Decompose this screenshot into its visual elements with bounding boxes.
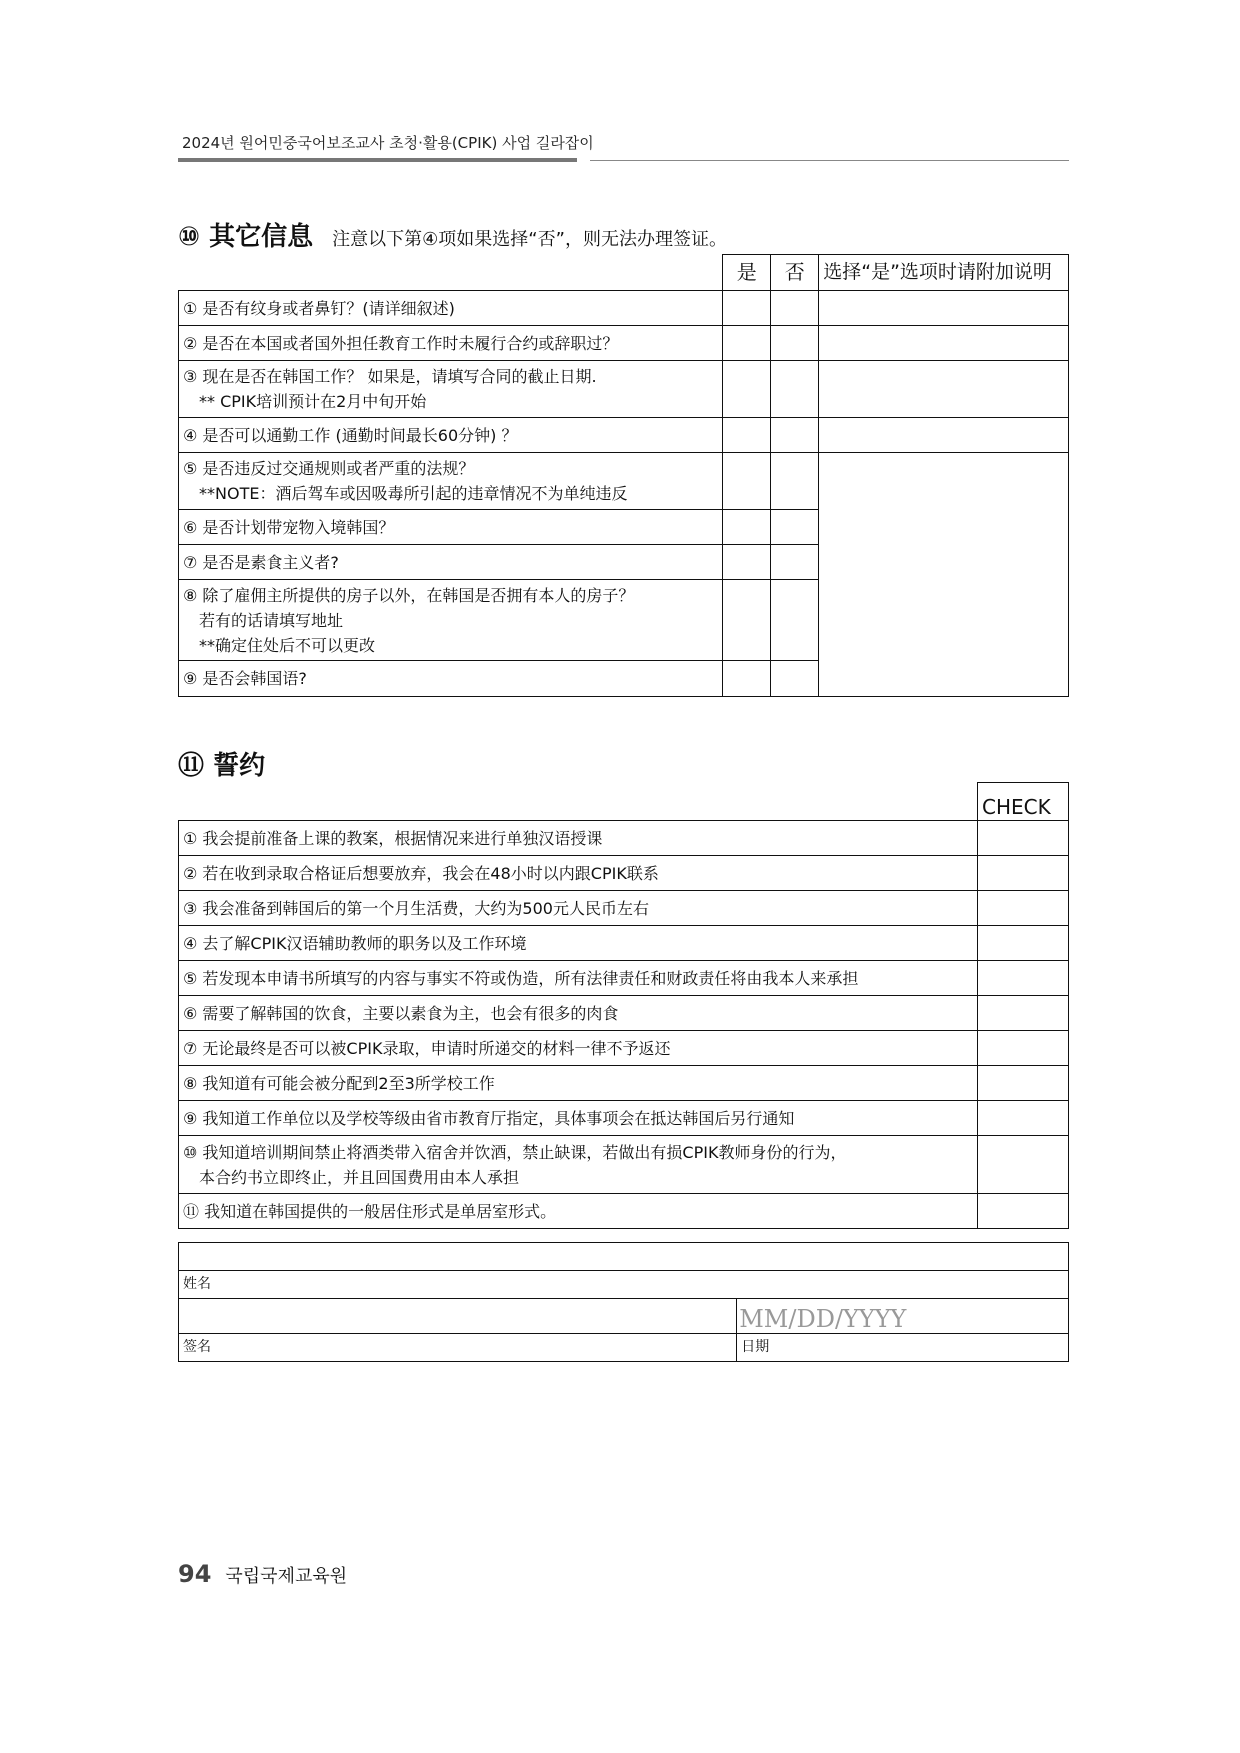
- signature-input[interactable]: [179, 1299, 737, 1334]
- pledge-check-box[interactable]: [978, 1066, 1069, 1101]
- question-cell: [179, 291, 723, 326]
- row-text-line: **确定住处后不可以更改: [199, 635, 376, 655]
- row-text-line: ⑥ 是否计划带宠物入境韩国？: [183, 517, 395, 537]
- section11-heading: [178, 745, 265, 782]
- row-text-line: 若有的话请填写地址: [199, 610, 344, 630]
- row-text-line: ③ 现在是否在韩国工作？ 如果是，请填写合同的截止日期.: [183, 367, 597, 386]
- pledge-text-cell: [179, 996, 978, 1031]
- row-text-line: ⑤ 若发现本申请书所填写的内容与事实不符或伪造，所有法律责任和财政责任将由我本人来承担: [183, 968, 859, 988]
- yes-checkbox[interactable]: [723, 453, 771, 510]
- row-text-line: ⑦ 是否是素食主义者?: [183, 552, 339, 572]
- running-header: 2024년 원어민중국어보조교사 초청·활용(CPIK) 사업 길라잡이: [182, 134, 594, 152]
- pledge-check-box[interactable]: [978, 1194, 1069, 1229]
- row-text-line: ② 若在收到录取合格证后想要放弃，我会在48小时以内跟CPIK联系: [183, 863, 659, 883]
- row-text-line: ** CPIK培训预计在2月中旬开始: [199, 392, 427, 411]
- pledge-row: [179, 891, 1069, 926]
- question-row: [179, 418, 1069, 453]
- row-text-line: **NOTE：酒后驾车或因吸毒所引起的违章情况不为单纯违反: [199, 484, 628, 503]
- pledge-text-cell: [179, 926, 978, 961]
- pledge-row: [179, 926, 1069, 961]
- pledge-check-box[interactable]: [978, 856, 1069, 891]
- yes-checkbox[interactable]: [723, 361, 771, 418]
- section10-note: 注意以下第④项如果选择“否”，则无法办理签证。: [332, 229, 727, 250]
- question-row: [179, 361, 1069, 418]
- pledge-row: [179, 1194, 1069, 1229]
- yes-checkbox[interactable]: [723, 418, 771, 453]
- pledge-check-box[interactable]: [978, 1101, 1069, 1136]
- row-text-line: ④ 去了解CPIK汉语辅助教师的职务以及工作环境: [183, 933, 527, 953]
- section11-title: 誓约: [213, 751, 266, 781]
- row-text-line: ③ 我会准备到韩国后的第一个月生活费，大约为500元人民币左右: [183, 898, 649, 918]
- pledge-row: [179, 996, 1069, 1031]
- no-checkbox[interactable]: [771, 326, 819, 361]
- question-cell: [179, 418, 723, 453]
- explanation-input[interactable]: [819, 453, 1069, 697]
- pledge-text-cell: [179, 891, 978, 926]
- yes-checkbox[interactable]: [723, 545, 771, 580]
- page-number: 94: [178, 1560, 212, 1588]
- row-text-line: ⑪ 我知道在韩国提供的一般居住形式是单居室形式。: [183, 1201, 557, 1221]
- name-label: 姓名: [179, 1271, 1069, 1299]
- row-text-line: ① 是否有纹身或者鼻钉？(请详细叙述): [183, 298, 455, 318]
- row-text-line: ⑦ 无论最终是否可以被CPIK录取，申请时所递交的材料一律不予返还: [183, 1038, 671, 1058]
- no-checkbox[interactable]: [771, 580, 819, 661]
- no-checkbox[interactable]: [771, 418, 819, 453]
- pledge-text-cell: [179, 1101, 978, 1136]
- pledge-row: [179, 856, 1069, 891]
- no-checkbox[interactable]: [771, 453, 819, 510]
- yes-checkbox[interactable]: [723, 326, 771, 361]
- question-cell: [179, 580, 723, 661]
- pledge-check-box[interactable]: [978, 996, 1069, 1031]
- row-text-line: ⑩ 我知道培训期间禁止将酒类带入宿舍并饮酒，禁止缺课，若做出有损CPIK教师身份的行为，: [183, 1142, 847, 1162]
- question-row: [179, 453, 1069, 510]
- pledge-check-box[interactable]: [978, 1031, 1069, 1066]
- pledge-row: [179, 1066, 1069, 1101]
- yes-checkbox[interactable]: [723, 291, 771, 326]
- column-explain: 选择“是”选项时请附加说明: [819, 255, 1069, 291]
- name-input[interactable]: [179, 1243, 1069, 1271]
- question-cell: [179, 453, 723, 510]
- no-checkbox[interactable]: [771, 291, 819, 326]
- pledge-check-box[interactable]: [978, 891, 1069, 926]
- pledge-row: [179, 961, 1069, 996]
- row-text-line: 本合约书立即终止，并且回国费用由本人承担: [199, 1167, 520, 1187]
- column-no: 否: [771, 255, 819, 291]
- question-cell: [179, 361, 723, 418]
- row-text-line: ⑧ 我知道有可能会被分配到2至3所学校工作: [183, 1073, 495, 1093]
- row-text-line: ① 我会提前准备上课的教案，根据情况来进行单独汉语授课: [183, 828, 603, 848]
- no-checkbox[interactable]: [771, 545, 819, 580]
- other-info-table: [178, 254, 1069, 697]
- date-input[interactable]: MM/DD/YYYY: [737, 1299, 1069, 1334]
- pledge-row: [179, 1101, 1069, 1136]
- header-thick-rule: [178, 158, 577, 162]
- pledge-text-cell: [179, 1136, 978, 1194]
- row-text-line: ④ 是否可以通勤工作 (通勤时间最长60分钟) ？: [183, 425, 518, 445]
- header-thin-rule: [590, 160, 1069, 161]
- row-text-line: ⑤ 是否违反过交通规则或者严重的法规？: [183, 459, 475, 478]
- yes-checkbox[interactable]: [723, 580, 771, 661]
- pledge-check-box[interactable]: [978, 961, 1069, 996]
- section10-number: ⑩: [178, 222, 201, 252]
- question-cell: [179, 545, 723, 580]
- explanation-input[interactable]: [819, 291, 1069, 326]
- section11-number: ⑪: [178, 751, 205, 781]
- pledge-text-cell: [179, 821, 978, 856]
- no-checkbox[interactable]: [771, 510, 819, 545]
- yes-checkbox[interactable]: [723, 661, 771, 697]
- row-text-line: ⑧ 除了雇佣主所提供的房子以外，在韩国是否拥有本人的房子？: [183, 585, 635, 605]
- row-text-line: ⑨ 我知道工作单位以及学校等级由省市教育厅指定，具体事项会在抵达韩国后另行通知: [183, 1108, 795, 1128]
- row-text-line: ⑨ 是否会韩国语?: [183, 669, 307, 688]
- pledge-text-cell: [179, 1031, 978, 1066]
- question-row: [179, 326, 1069, 361]
- question-cell: [179, 326, 723, 361]
- pledge-text-cell: [179, 1194, 978, 1229]
- date-label: 日期: [737, 1334, 1069, 1362]
- pledge-row: [179, 1136, 1069, 1194]
- pledge-table: [178, 782, 1069, 1229]
- check-column-header: CHECK: [978, 783, 1069, 821]
- yes-checkbox[interactable]: [723, 510, 771, 545]
- pledge-check-box[interactable]: [978, 821, 1069, 856]
- pledge-row: [179, 1031, 1069, 1066]
- question-cell: [179, 510, 723, 545]
- explanation-input[interactable]: [819, 361, 1069, 418]
- section10-title: 其它信息: [209, 222, 314, 252]
- page-footer: [178, 1560, 347, 1588]
- section10-heading: [178, 216, 727, 253]
- pledge-text-cell: [179, 961, 978, 996]
- pledge-check-box[interactable]: [978, 1136, 1069, 1194]
- no-checkbox[interactable]: [771, 661, 819, 697]
- signature-label: 签名: [179, 1334, 737, 1362]
- row-text-line: ② 是否在本国或者国外担任教育工作时未履行合约或辞职过？: [183, 333, 619, 353]
- explanation-input[interactable]: [819, 326, 1069, 361]
- pledge-row: [179, 821, 1069, 856]
- footer-org: 국립국제교육원: [225, 1566, 348, 1587]
- pledge-check-box[interactable]: [978, 926, 1069, 961]
- no-checkbox[interactable]: [771, 361, 819, 418]
- pledge-text-cell: [179, 856, 978, 891]
- pledge-text-cell: [179, 1066, 978, 1101]
- question-row: [179, 291, 1069, 326]
- column-yes: 是: [723, 255, 771, 291]
- question-cell: [179, 661, 723, 697]
- explanation-input[interactable]: [819, 418, 1069, 453]
- signature-table: [178, 1242, 1069, 1362]
- row-text-line: ⑥ 需要了解韩国的饮食，主要以素食为主，也会有很多的肉食: [183, 1003, 619, 1023]
